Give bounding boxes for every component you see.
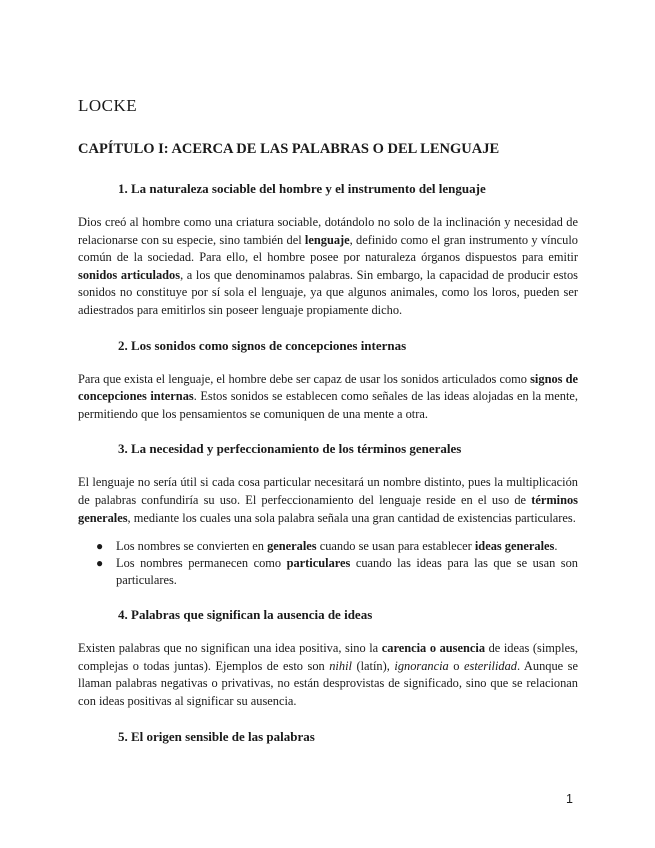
list-item [96, 555, 578, 589]
text-run: , mediante los cuales una sola palabra señala una gran cantidad de existencias particulares. [127, 510, 576, 525]
section-4-paragraph [78, 640, 578, 710]
section-heading-3: 3. La necesidad y perfeccionamiento de los términos generales [118, 441, 462, 457]
bold-term: términos generales [78, 492, 578, 525]
bold-term: sonidos articulados [78, 267, 181, 282]
page-content [78, 96, 578, 762]
section-2-paragraph [78, 371, 578, 424]
section-heading-2: 2. Los sonidos como signos de concepciones internas [118, 337, 407, 353]
bullet-list [78, 538, 578, 589]
bold-term: signos de concepciones internas [78, 371, 578, 404]
bold-term: generales [267, 539, 317, 554]
text-run: o [448, 658, 464, 673]
text-run: Para que exista el lenguaje, el hombre debe ser capaz de usar los sonidos articulados como [78, 371, 531, 386]
chapter-title: CAPÍTULO I: ACERCA DE LAS PALABRAS O DEL LENGUAJE [78, 141, 500, 157]
text-run: , definido como el gran instrumento y vínculo común de la sociedad. Para ello, el hombre posee por naturaleza órganos dispuestos para emitir [78, 232, 578, 265]
text-run: Los nombres se convierten en [116, 539, 268, 554]
italic-term: ignorancia [394, 658, 449, 673]
text-run: . Estos sonidos se establecen como señales de las ideas alojadas en la mente, permitiendo que los pensamientos se comuniquen de una mente a otra. [78, 389, 578, 421]
text-run: Los nombres permanecen como [116, 556, 287, 571]
text-run: cuando se usan para establecer [316, 539, 475, 554]
text-run: de ideas (simples, complejas o todas juntas). Ejemplos de esto son [78, 641, 578, 673]
bold-term: lenguaje [304, 232, 350, 247]
bold-term: particulares [286, 556, 351, 571]
bullet-icon: ● [96, 556, 104, 571]
list-item [96, 538, 578, 555]
text-run: Dios creó al hombre como una criatura sociable, dotándolo no solo de la inclinación y necesidad de relacionarse con su especie, sino también del [78, 215, 578, 247]
text-run: El lenguaje no sería útil si cada cosa particular necesitará un nombre distinto, pues la multiplicación de palabras confundiría su uso. El perfeccionamiento del lenguaje reside en el uso de [78, 475, 578, 507]
italic-term: nihil [329, 658, 352, 673]
section-3-paragraph [78, 474, 578, 527]
section-heading-4: 4. Palabras que significan la ausencia de ideas [118, 607, 373, 623]
italic-term: esterilidad [464, 658, 517, 673]
bold-term: carencia o ausencia [381, 641, 486, 656]
text-run: . Aunque se llaman palabras negativas o privativas, no están desprovistas de significado, sino que se relacionan con ideas positivas al significar su ausencia. [78, 658, 579, 708]
page-number: 1 [566, 792, 573, 806]
bullet-icon: ● [96, 539, 104, 554]
text-run: (latín), [351, 658, 395, 673]
text-run: . [554, 539, 558, 554]
text-run: cuando las ideas para las que se usan son particulares. [116, 556, 578, 588]
section-1-paragraph [78, 214, 578, 320]
text-run: , a los que denominamos palabras. Sin embargo, la capacidad de producir estos sonidos no constituye por sí sola el lenguaje, ya que algunos animales, como los loros, pueden ser adiestrados para emitirlos sin poseer lenguaje propiamente dicho. [78, 267, 578, 317]
bold-term: ideas generales [474, 539, 555, 554]
author-heading: LOCKE [78, 96, 138, 115]
section-heading-1: 1. La naturaleza sociable del hombre y el instrumento del lenguaje [118, 181, 486, 196]
section-heading-5: 5. El origen sensible de las palabras [118, 728, 315, 744]
text-run: Existen palabras que no significan una idea positiva, sino la [78, 641, 382, 656]
